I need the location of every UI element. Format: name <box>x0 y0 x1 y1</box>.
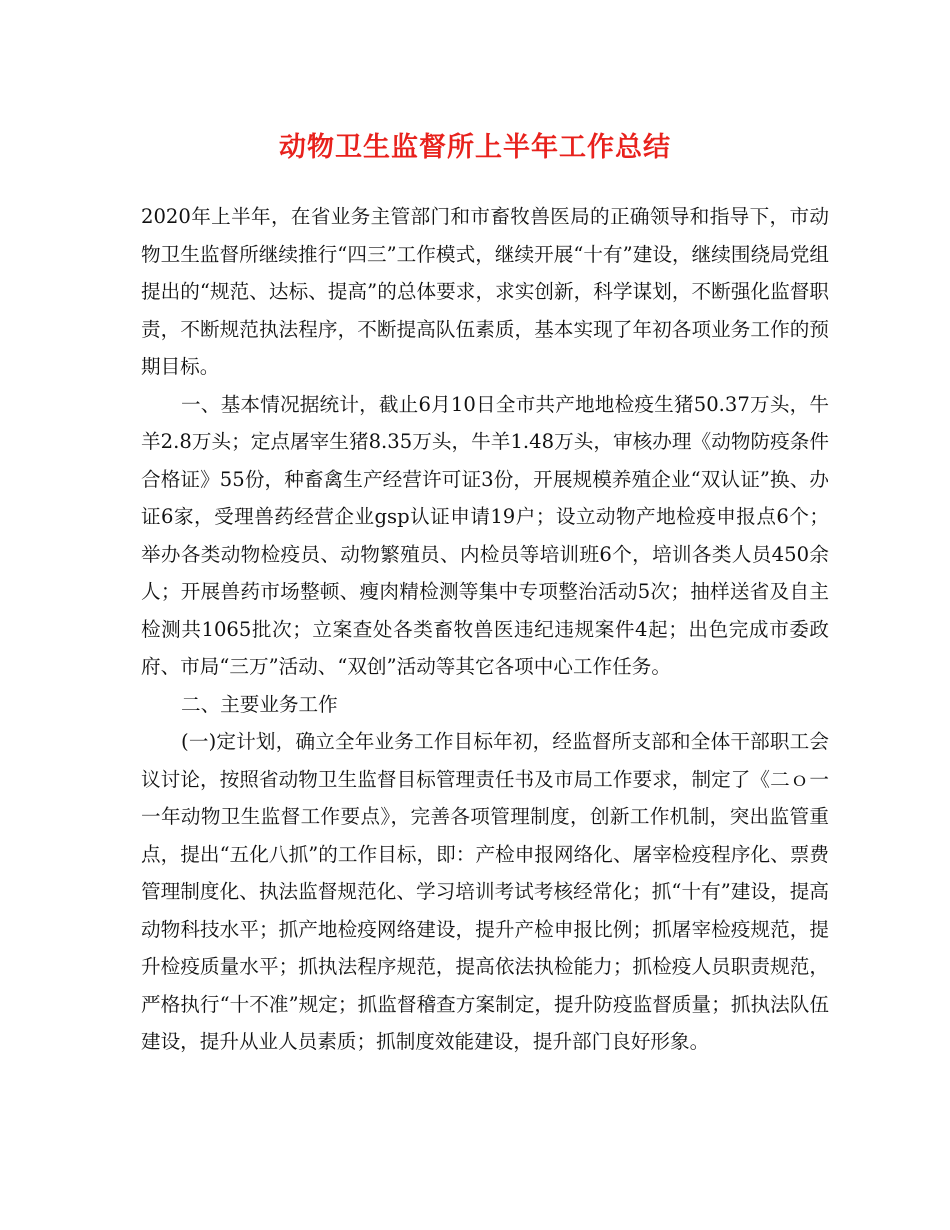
document-title: 动物卫生监督所上半年工作总结 <box>279 132 671 163</box>
paragraph-planning: (一)定计划，确立全年业务工作目标年初，经监督所支部和全体干部职工会议讨论，按照省动物卫生监督目标管理责任书及市局工作要求，制定了《二ｏ一一年动物卫生监督工作要点》，完善各项管理制度，创新工作机制，突出监管重点，提出“五化八抓”的工作目标，即：产检申报网络化、屠宰检疫程序化、票费管理制度化、执法监督规范化、学习培训考试考核经常化；抓“十有”建设，提高动物科技水平；抓产地检疫网络建设，提升产检申报比例；抓屠宰检疫规范，提升检疫质量水平；抓执法程序规范，提高依法执检能力；抓检疫人员职责规范，严格执行“十不准”规定；抓监督稽查方案制定，提升防疫监督质量；抓执法队伍建设，提升从业人员素质；抓制度效能建设，提升部门良好形象。 <box>141 730 829 1053</box>
section-heading-main-work: 二、主要业务工作 <box>181 692 338 716</box>
paragraph-intro: 2020年上半年，在省业务主管部门和市畜牧兽医局的正确领导和指导下，市动物卫生监督所继续推行“四三”工作模式，继续开展“十有”建设，继续围绕局党组提出的“规范、达标、提高”的总体要求，求实创新，科学谋划，不断强化监督职责，不断规范执法程序，不断提高队伍素质，基本实现了年初各项业务工作的预期目标。 <box>141 205 829 378</box>
paragraph-basic-situation: 一、基本情况据统计，截止6月10日全市共产地地检疫生猪50.37万头，牛羊2.8万头；定点屠宰生猪8.35万头，牛羊1.48万头，审核办理《动物防疫条件合格证》55份，种畜禽生产经营许可证3份，开展规模养殖企业“双认证”换、办证6家，受理兽药经营企业gsp认证申请19户；设立动物产地检疫申报点6个；举办各类动物检疫员、动物繁殖员、内检员等培训班6个，培训各类人员450余人；开展兽药市场整顿、瘦肉精检测等集中专项整治活动5次；抽样送省及自主检测共1065批次；立案查处各类畜牧兽医违纪违规案件4起；出色完成市委政府、市局“三万”活动、“双创”活动等其它各项中心工作任务。 <box>141 392 829 678</box>
document-body <box>141 198 829 1061</box>
